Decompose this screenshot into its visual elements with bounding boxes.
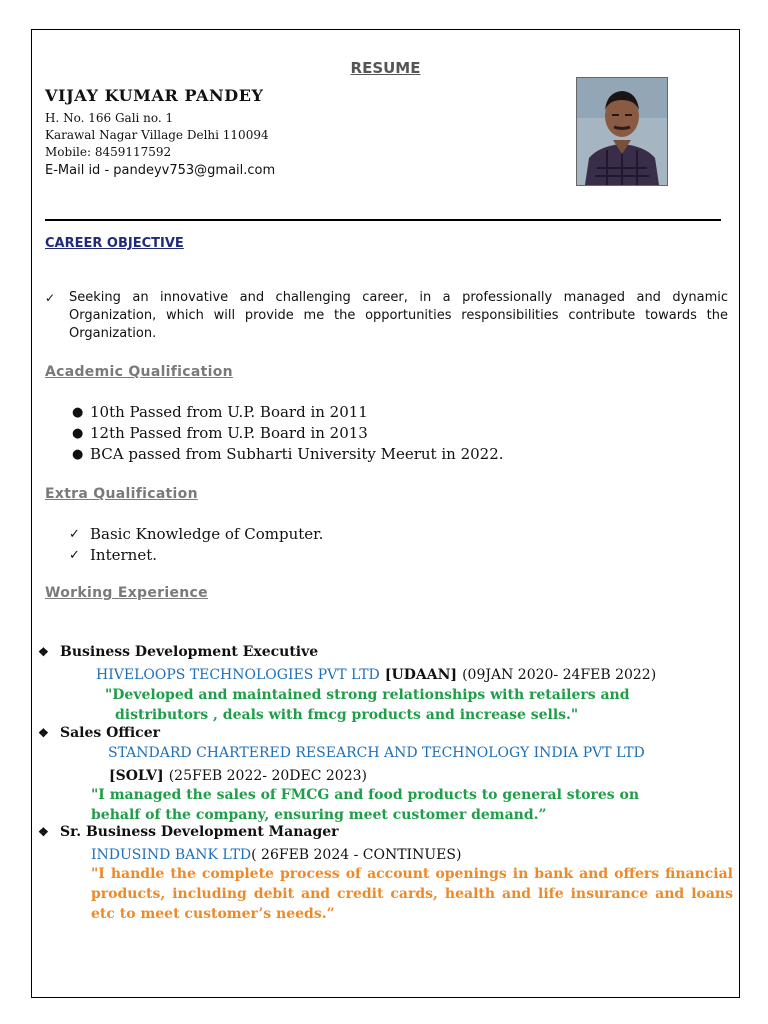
academic-item-text: BCA passed from Subharti University Meerut in 2022.	[90, 445, 504, 463]
job-title-text: Business Development Executive	[60, 644, 319, 660]
bullet-icon: ●	[72, 447, 84, 462]
academic-item-text: 12th Passed from U.P. Board in 2013	[90, 424, 368, 442]
check-icon: ✓	[69, 548, 80, 563]
check-icon: ✓	[45, 291, 56, 305]
candidate-name: VIJAY KUMAR PANDEY	[45, 86, 264, 105]
header-divider	[45, 219, 721, 221]
job-title-text: Sr. Business Development Manager	[60, 824, 339, 840]
email-address: E-Mail id - pandeyv753@gmail.com	[45, 163, 276, 178]
extra-item-text: Internet.	[90, 546, 157, 564]
diamond-bullet-icon: ❖	[38, 645, 49, 659]
company-tag: [UDAAN]	[384, 667, 457, 683]
list-item	[45, 402, 705, 423]
address-line-2: Karawal Nagar Village Delhi 110094	[45, 128, 269, 142]
company-name: HIVELOOPS TECHNOLOGIES PVT LTD	[96, 667, 380, 683]
job-title-2	[38, 725, 160, 741]
mobile-number: Mobile: 8459117592	[45, 145, 172, 159]
diamond-bullet-icon: ❖	[38, 726, 49, 740]
job-description-2-line-2: behalf of the company, ensuring meet customer demand.”	[91, 807, 547, 823]
list-item	[45, 545, 705, 566]
profile-photo-image	[577, 78, 667, 185]
objective-paragraph: Seeking an innovative and challenging career, in a professionally managed and dynamic Organization, which will provide me the opportunities responsibilities contribute towards the Organization.	[69, 290, 728, 341]
bullet-icon: ●	[72, 405, 84, 420]
resume-heading: RESUME	[350, 59, 421, 77]
job-title-text: Sales Officer	[60, 725, 160, 741]
diamond-bullet-icon: ❖	[38, 825, 49, 839]
address-line-1: H. No. 166 Gali no. 1	[45, 111, 174, 125]
career-objective-heading: CAREER OBJECTIVE	[45, 236, 184, 251]
job-title-1	[38, 644, 318, 660]
job-description-3: "I handle the complete process of account openings in bank and offers financial products, including debit and credit cards, health and life insurance and loans etc to meet customer’s needs.”	[91, 866, 733, 922]
resume-page	[31, 29, 740, 998]
academic-qualification-heading: Academic Qualification	[45, 364, 233, 380]
extra-item-text: Basic Knowledge of Computer.	[90, 525, 324, 543]
list-item	[45, 444, 705, 465]
job-company-line-3	[91, 844, 461, 863]
company-name: STANDARD CHARTERED RESEARCH AND TECHNOLOGY INDIA PVT LTD	[108, 745, 645, 761]
extra-list	[45, 524, 705, 566]
company-tag: [SOLV]	[109, 768, 164, 784]
extra-qualification-heading: Extra Qualification	[45, 486, 198, 502]
job-dates-line-2	[109, 765, 367, 784]
list-item	[45, 423, 705, 444]
job-company-line-1	[96, 664, 656, 683]
academic-list	[45, 402, 705, 465]
profile-photo	[576, 77, 668, 186]
career-objective-text	[45, 289, 728, 343]
job-description-2-line-1: "I managed the sales of FMCG and food products to general stores on	[91, 787, 640, 803]
job-title-3	[38, 824, 339, 840]
company-name: INDUSIND BANK LTD	[91, 847, 252, 863]
job-description-1-line-1: "Developed and maintained strong relationships with retailers and	[105, 687, 630, 703]
job-dates: ( 26FEB 2024 - CONTINUES)	[251, 847, 462, 863]
check-icon: ✓	[69, 527, 80, 542]
job-dates: (09JAN 2020- 24FEB 2022)	[462, 667, 657, 683]
academic-item-text: 10th Passed from U.P. Board in 2011	[90, 403, 368, 421]
list-item	[45, 524, 705, 545]
job-dates: (25FEB 2022- 20DEC 2023)	[168, 768, 367, 784]
bullet-icon: ●	[72, 426, 84, 441]
job-description-1-line-2: distributors , deals with fmcg products and increase sells."	[115, 707, 579, 723]
working-experience-heading: Working Experience	[45, 585, 208, 601]
